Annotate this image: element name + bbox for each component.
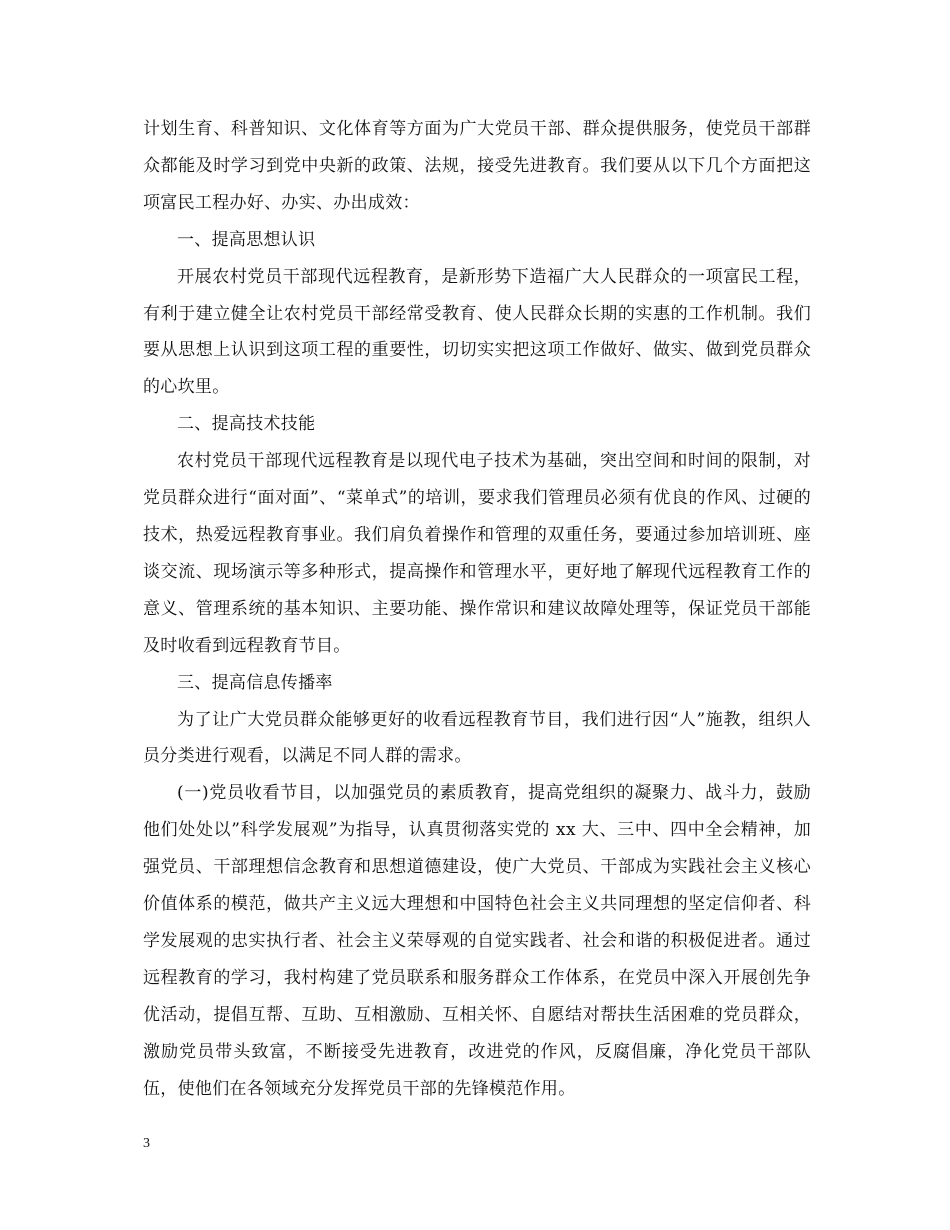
paragraph-party-members-viewing: (一)党员收看节目，以加强党员的素质教育，提高党组织的凝聚力、战斗力，鼓励他们处处以”科学发展观”为指导，认真贯彻落实党的 xx 大、三中、四中全会精神，加强党员、干部理想信念教育和思想道德建设，使广大党员、干部成为实践社会主义核心价值体系的模范，做共产主义远大理想和中国特色社会主义共同理想的坚定信仰者、科学发展观的忠实执行者、社会主义荣辱观的自觉实践者、社会和谐的积极促进者。通过远程教育的学习，我村构建了党员联系和服务群众工作体系，在党员中深入开展创先争优活动，提倡互帮、互助、互相激励、互相关怀、自愿结对帮扶生活困难的党员群众，激励党员带头致富，不断接受先进教育，改进党的作风，反腐倡廉，净化党员干部队伍，使他们在各领域充分发挥党员干部的先锋模范作用。 [143, 783, 811, 1099]
document-body [143, 111, 811, 1107]
paragraph-thinking: 开展农村党员干部现代远程教育，是新形势下造福广大人民群众的一项富民工程，有利于建立健全让农村党员干部经常受教育、使人民群众长期的实惠的工作机制。我们要从思想上认识到这项工程的重要性，切切实实把这项工作做好、做实、做到党员群众的心坎里。 [143, 266, 811, 398]
section-heading-skills: 二、提高技术技能 [177, 414, 316, 435]
section-heading-thinking: 一、提高思想认识 [177, 229, 316, 250]
paragraph-skills: 农村党员干部现代远程教育是以现代电子技术为基础，突出空间和时间的限制，对党员群众进行“面对面”、“菜单式”的培训，要求我们管理员必须有优良的作风、过硬的技术，热爱远程教育事业。我们肩负着操作和管理的双重任务，要通过参加培训班、座谈交流、现场演示等多种形式，提高操作和管理水平，更好地了解现代远程教育工作的意义、管理系统的基本知识、主要功能、操作常识和建议故障处理等，保证党员干部能及时收看到远程教育节目。 [143, 451, 811, 656]
intro-continued-paragraph: 计划生育、科普知识、文化体育等方面为广大党员干部、群众提供服务，使党员干部群众都能及时学习到党中央新的政策、法规，接受先进教育。我们要从以下几个方面把这项富民工程办好、办实、办出成效： [143, 119, 811, 213]
section-heading-dissemination: 三、提高信息传播率 [177, 672, 333, 693]
page-number: 3 [143, 1136, 150, 1151]
paragraph-dissemination: 为了让广大党员群众能够更好的收看远程教育节目，我们进行因“人”施教，组织人员分类进行观看，以满足不同人群的需求。 [143, 709, 811, 767]
